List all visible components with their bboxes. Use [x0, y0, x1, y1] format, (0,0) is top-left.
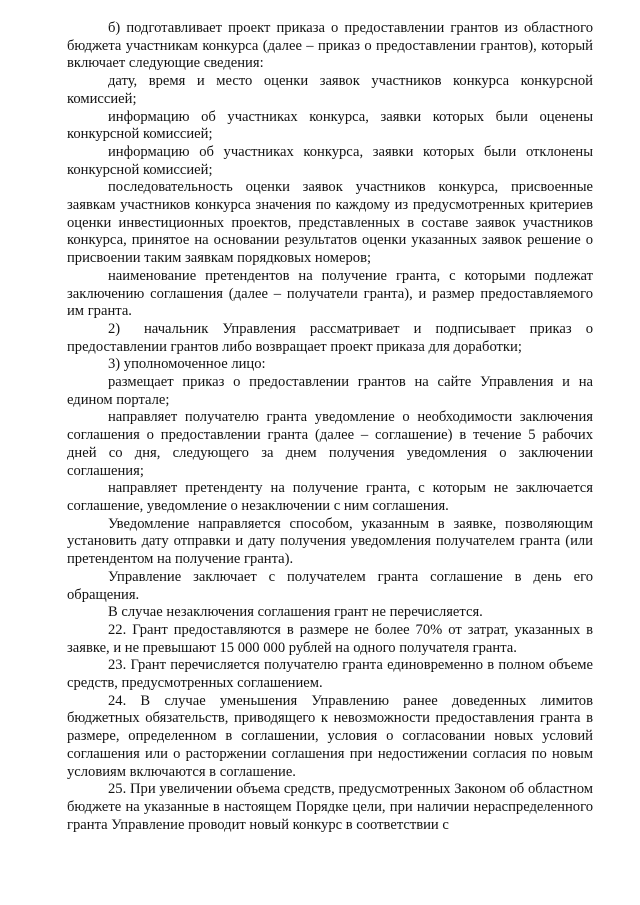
paragraph-send-notice: направляет получателю гранта уведомление о необходимости заключения соглашения о предоставлении гранта (далее – соглашение) в течение 5 рабочих дней со дня, следующего за днем получения уведомления о заключении соглашения; — [67, 409, 593, 479]
paragraph-no-transfer: В случае незаключения соглашения грант не перечисляется. — [108, 604, 483, 621]
paragraph-authorized-person: 3) уполномоченное лицо: — [108, 356, 266, 373]
paragraph-rejected-participants: информацию об участниках конкурса, заявки которых были отклонены конкурсной комиссией; — [67, 143, 593, 178]
paragraph-evaluated-participants: информацию об участниках конкурса, заявки которых были оценены конкурсной комиссией; — [67, 108, 593, 143]
paragraph-item-2 — [67, 321, 593, 356]
paragraph-clause-23: 23. Грант перечисляется получателю гранта единовременно в полном объеме средств, предусмотренных соглашением. — [67, 657, 593, 692]
paragraph-grant-recipients: наименование претендентов на получение гранта, с которыми подлежат заключению соглашения (далее – получатели гранта), и размер предоставляемого им гранта. — [67, 267, 593, 320]
paragraph-clause-22: 22. Грант предоставляются в размере не более 70% от затрат, указанных в заявке, и не превышают 15 000 000 рублей на одного получателя гранта. — [67, 621, 593, 656]
item-2-number: 2) — [108, 320, 121, 337]
paragraph-clause-24: 24. В случае уменьшения Управлению ранее доведенных лимитов бюджетных обязательств, приводящего к невозможности предоставления гранта в размере, определенном в соглашении, условия о согласовании новых условий соглашения или о расторжении соглашения при недостижении согласия по новым условиям включаются в соглашение. — [67, 692, 593, 780]
document-page — [67, 20, 593, 834]
paragraph-agreement-conclusion: Управление заключает с получателем гранта соглашение в день его обращения. — [67, 568, 593, 603]
paragraph-clause-25: 25. При увеличении объема средств, предусмотренных Законом об областном бюджете на указанные в настоящем Порядке цели, при наличии нераспределенного гранта Управление проводит новый конкурс в соответствии с — [67, 781, 593, 833]
paragraph-evaluation-sequence: последовательность оценки заявок участников конкурса, присвоенные заявкам участников конкурса значения по каждому из предусмотренных критериев оценки инвестиционных проектов, представленных в составе заявок участников конкурса, принятое на основании результатов оценки указанных заявок решение о присвоении таким заявкам порядковых номеров; — [67, 179, 593, 267]
paragraph-evaluation-date: дату, время и место оценки заявок участников конкурса конкурсной комиссией; — [67, 73, 593, 107]
paragraph-b-order-draft: б) подготавливает проект приказа о предоставлении грантов из областного бюджета участникам конкурса (далее – приказ о предоставлении грантов), который включает следующие сведения: — [67, 20, 593, 72]
paragraph-publish-order: размещает приказ о предоставлении грантов на сайте Управления и на едином портале; — [67, 374, 593, 408]
paragraph-non-conclusion-notice: направляет претенденту на получение гранта, с которым не заключается соглашение, уведомление о незаключении с ним соглашения. — [67, 480, 593, 514]
item-2-text: начальник Управления рассматривает и подписывает приказ о предоставлении грантов либо возвращает проект приказа для доработки; — [67, 320, 593, 355]
paragraph-notice-method: Уведомление направляется способом, указанным в заявке, позволяющим установить дату отправки и дату получения уведомления получателем гранта (или претендентом на получение гранта). — [67, 515, 593, 568]
